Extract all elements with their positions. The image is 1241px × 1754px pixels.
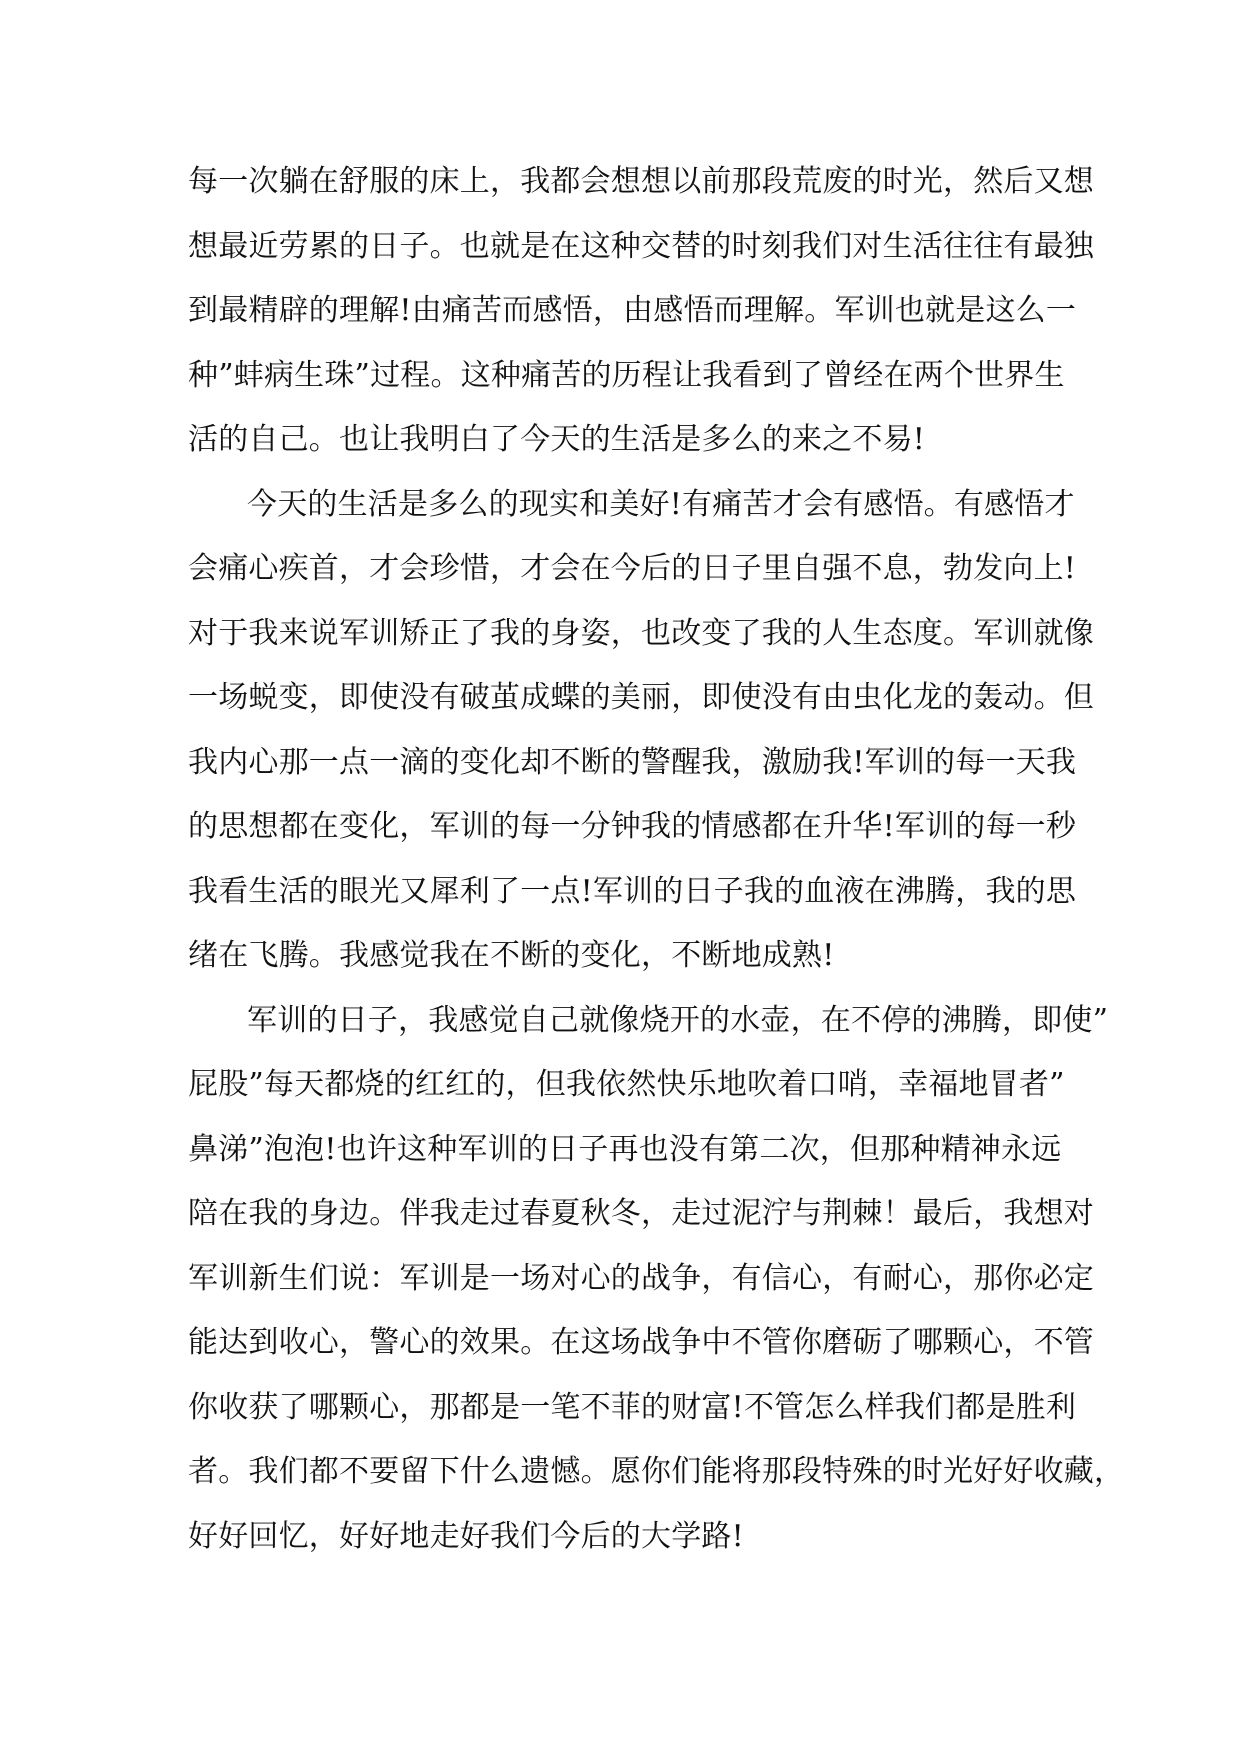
- text-line: 鼻涕”泡泡!也许这种军训的日子再也没有第二次，但那种精神永远: [188, 1131, 1062, 1167]
- text-line: 者。我们都不要留下什么遗憾。愿你们能将那段特殊的时光好好收藏，: [188, 1454, 1125, 1489]
- text-line: 的思想都在变化，军训的每一分钟我的情感都在升华!军训的每一秒: [188, 809, 1077, 844]
- text-line: 我看生活的眼光又犀利了一点!军训的日子我的血液在沸腾，我的思: [188, 873, 1077, 909]
- paragraph-3: [188, 989, 1125, 1570]
- text-line: 想最近劳累的日子。也就是在这种交替的时刻我们对生活往往有最独: [188, 228, 1094, 264]
- text-line: 会痛心疾首，才会珍惜，才会在今后的日子里自强不息，勃发向上!: [188, 551, 1077, 586]
- text-line: 今天的生活是多么的现实和美好!有痛苦才会有感悟。有感悟才: [247, 486, 1075, 522]
- text-line: 一场蜕变，即使没有破茧成蝶的美丽，即使没有由虫化龙的轰动。但: [188, 680, 1094, 715]
- text-line: 军训的日子，我感觉自己就像烧开的水壶，在不停的沸腾，即使”: [247, 1002, 1109, 1038]
- text-line: 到最精辟的理解!由痛苦而感悟，由感悟而理解。军训也就是这么一: [188, 293, 1077, 328]
- text-line: 绪在飞腾。我感觉我在不断的变化，不断地成熟!: [188, 938, 835, 973]
- text-line: 对于我来说军训矫正了我的身姿，也改变了我的人生态度。军训就像: [188, 615, 1094, 651]
- text-line: 活的自己。也让我明白了今天的生活是多么的来之不易!: [188, 422, 926, 457]
- text-line: 每一次躺在舒服的床上，我都会想想以前那段荒废的时光，然后又想: [188, 164, 1094, 199]
- document-body: [188, 150, 1125, 1569]
- paragraph-1: [188, 150, 1094, 473]
- text-line: 陪在我的身边。伴我走过春夏秋冬，走过泥泞与荆棘！最后，我想对: [188, 1196, 1094, 1231]
- text-line: 种”蚌病生珠”过程。这种痛苦的历程让我看到了曾经在两个世界生: [188, 357, 1065, 393]
- text-line: 我内心那一点一滴的变化却不断的警醒我，激励我!军训的每一天我: [188, 744, 1077, 780]
- text-line: 屁股”每天都烧的红红的，但我依然快乐地吹着口哨，幸福地冒者”: [188, 1067, 1065, 1102]
- text-line: 军训新生们说：军训是一场对心的战争，有信心，有耐心，那你必定: [188, 1260, 1094, 1296]
- paragraph-2: [188, 473, 1094, 989]
- text-line: 能达到收心，警心的效果。在这场战争中不管你磨砺了哪颗心，不管: [188, 1325, 1094, 1360]
- text-line: 你收获了哪颗心，那都是一笔不菲的财富!不管怎么样我们都是胜利: [188, 1389, 1077, 1425]
- text-line: 好好回忆，好好地走好我们今后的大学路!: [188, 1518, 744, 1554]
